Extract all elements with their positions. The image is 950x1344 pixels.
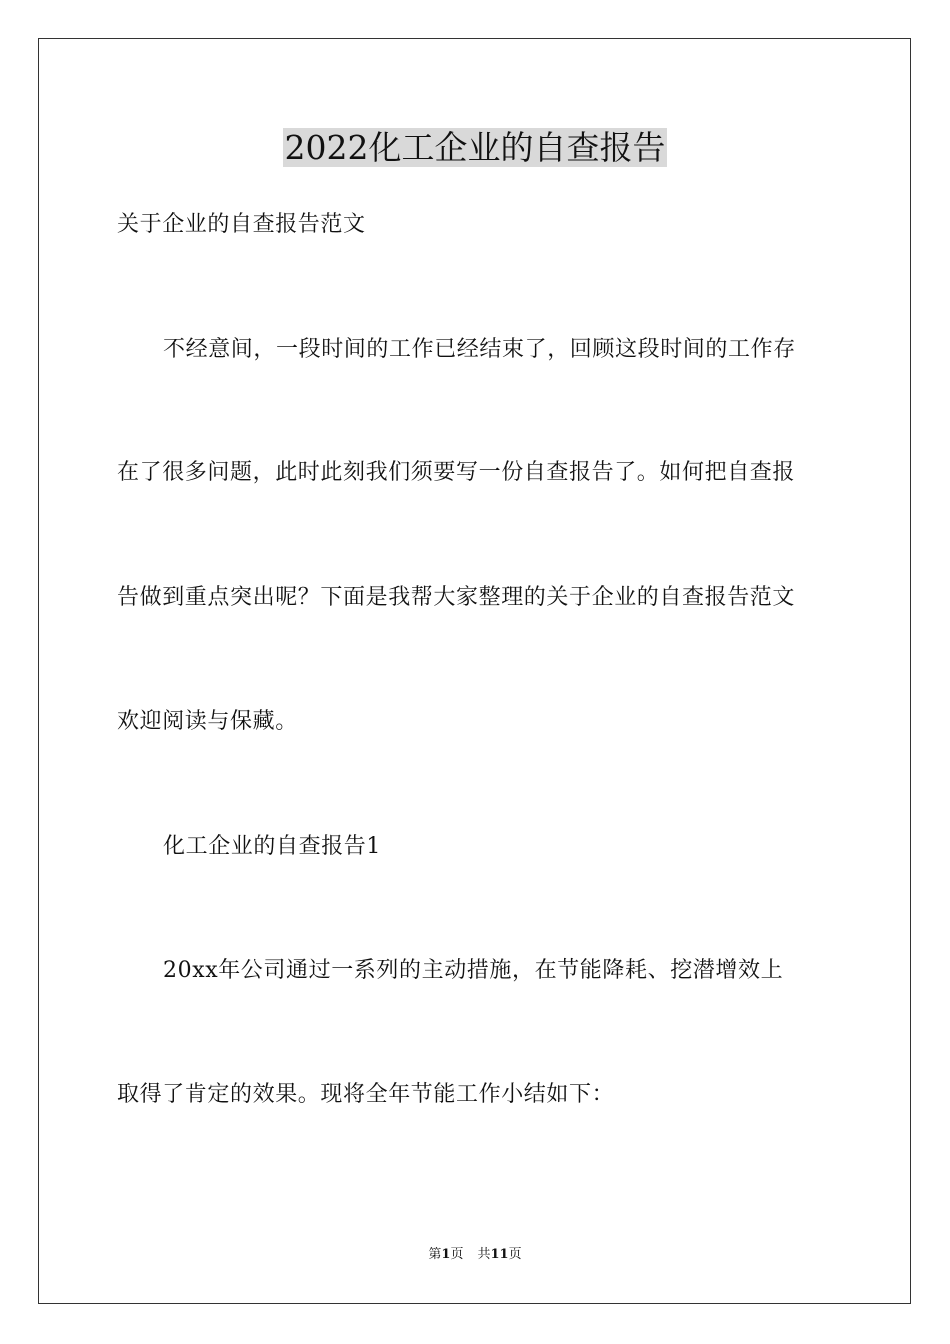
intro-line-4: 欢迎阅读与保藏。 <box>117 709 298 734</box>
page-footer <box>0 1246 950 1264</box>
footer-total-pages: 11 <box>490 1247 509 1262</box>
footer-total-suffix: 页 <box>508 1247 522 1262</box>
intro-line-3: 告做到重点突出呢？下面是我帮大家整理的关于企业的自查报告范文 <box>117 585 796 610</box>
body-line-1: 20xx年公司通过一系列的主动措施，在节能降耗、挖潜增效上 <box>163 958 784 983</box>
section-heading: 化工企业的自查报告1 <box>163 834 381 859</box>
document-title <box>0 126 950 170</box>
footer-total-prefix: 共 <box>477 1247 491 1262</box>
footer-page-prefix: 第 <box>428 1247 442 1262</box>
footer-page-number: 1 <box>441 1247 451 1262</box>
intro-line-1: 不经意间，一段时间的工作已经结束了，回顾这段时间的工作存 <box>163 337 796 362</box>
body-line-2: 取得了肯定的效果。现将全年节能工作小结如下： <box>117 1082 615 1107</box>
footer-page-suffix: 页 <box>450 1247 464 1262</box>
document-subtitle: 关于企业的自查报告范文 <box>117 212 366 237</box>
intro-line-2: 在了很多问题，此时此刻我们须要写一份自查报告了。如何把自查报 <box>117 460 796 485</box>
document-title-text: 2022化工企业的自查报告 <box>284 128 666 167</box>
